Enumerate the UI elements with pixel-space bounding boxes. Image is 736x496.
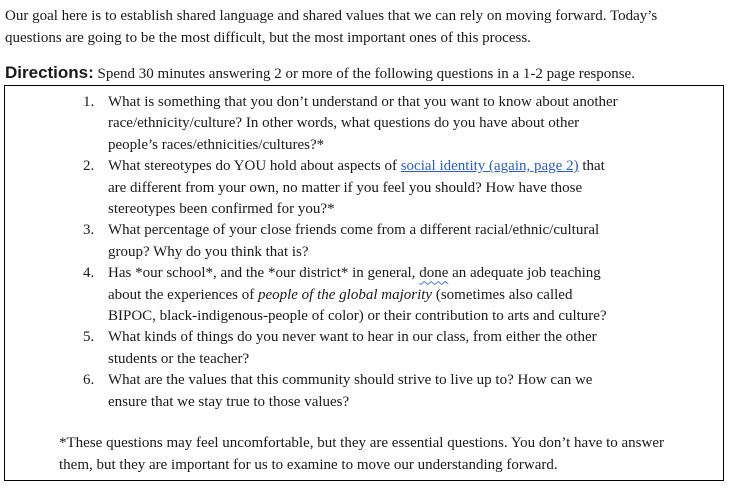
question-6 [5, 370, 618, 413]
question-text: Has *our school*, and the *our district* in general, [108, 265, 420, 282]
footnote: *These questions may feel uncomfortable, but they are essential questions. You don’t have to answer them, but they are important for us to examine to move our understanding forward. [59, 435, 665, 473]
questions-box [4, 85, 724, 481]
question-emphasis: people of the global majority [257, 286, 433, 303]
question-text: What is something that you don’t understand or that you want to know about another race/ethnicity/culture? In other words, what questions do you have about other people’s races/ethnicities/cultures?* [108, 94, 618, 153]
question-text: that are different from your own, no matter if you feel you should? How have those stereotypes been confirmed for you?* [108, 158, 605, 218]
question-number: 4. [83, 265, 95, 282]
directions-text: Spend 30 minutes answering 2 or more of the following questions in a 1-2 page response. [93, 66, 635, 82]
question-3 [5, 220, 618, 263]
question-number: 6. [83, 372, 95, 389]
question-number: 5. [83, 329, 95, 346]
question-text: What percentage of your close friends come from a different racial/ethnic/cultural group? Why do you think that is? [108, 222, 600, 260]
question-5 [5, 327, 618, 370]
question-number: 2. [83, 158, 95, 175]
question-2 [5, 156, 618, 220]
question-text: (sometimes also called BIPOC, black-indigenous-people of color) or their contribution to arts and culture? [108, 286, 607, 325]
question-text: What are the values that this community should strive to live up to? How can we ensure that we stay true to those values? [108, 372, 593, 410]
question-text: What kinds of things do you never want to hear in our class, from either the other students or the teacher? [108, 329, 597, 367]
directions-line [5, 62, 730, 85]
question-1 [5, 92, 618, 156]
question-text: What stereotypes do YOU hold about aspects of [108, 158, 401, 175]
question-number: 1. [83, 94, 95, 110]
questions-list [5, 92, 618, 413]
intro-paragraph: Our goal here is to establish shared language and shared values that we can rely on moving forward. Today’s questions are going to be the most difficult, but the most important ones of this process. [5, 8, 658, 46]
question-4 [5, 263, 618, 327]
directions-label: Directions: [5, 63, 94, 82]
question-number: 3. [83, 222, 95, 239]
question-text: an adequate job teaching about the experiences of [108, 265, 601, 303]
grammar-flagged-word[interactable]: done [419, 265, 449, 282]
social-identity-link[interactable]: social identity (again, page 2) [400, 158, 579, 175]
